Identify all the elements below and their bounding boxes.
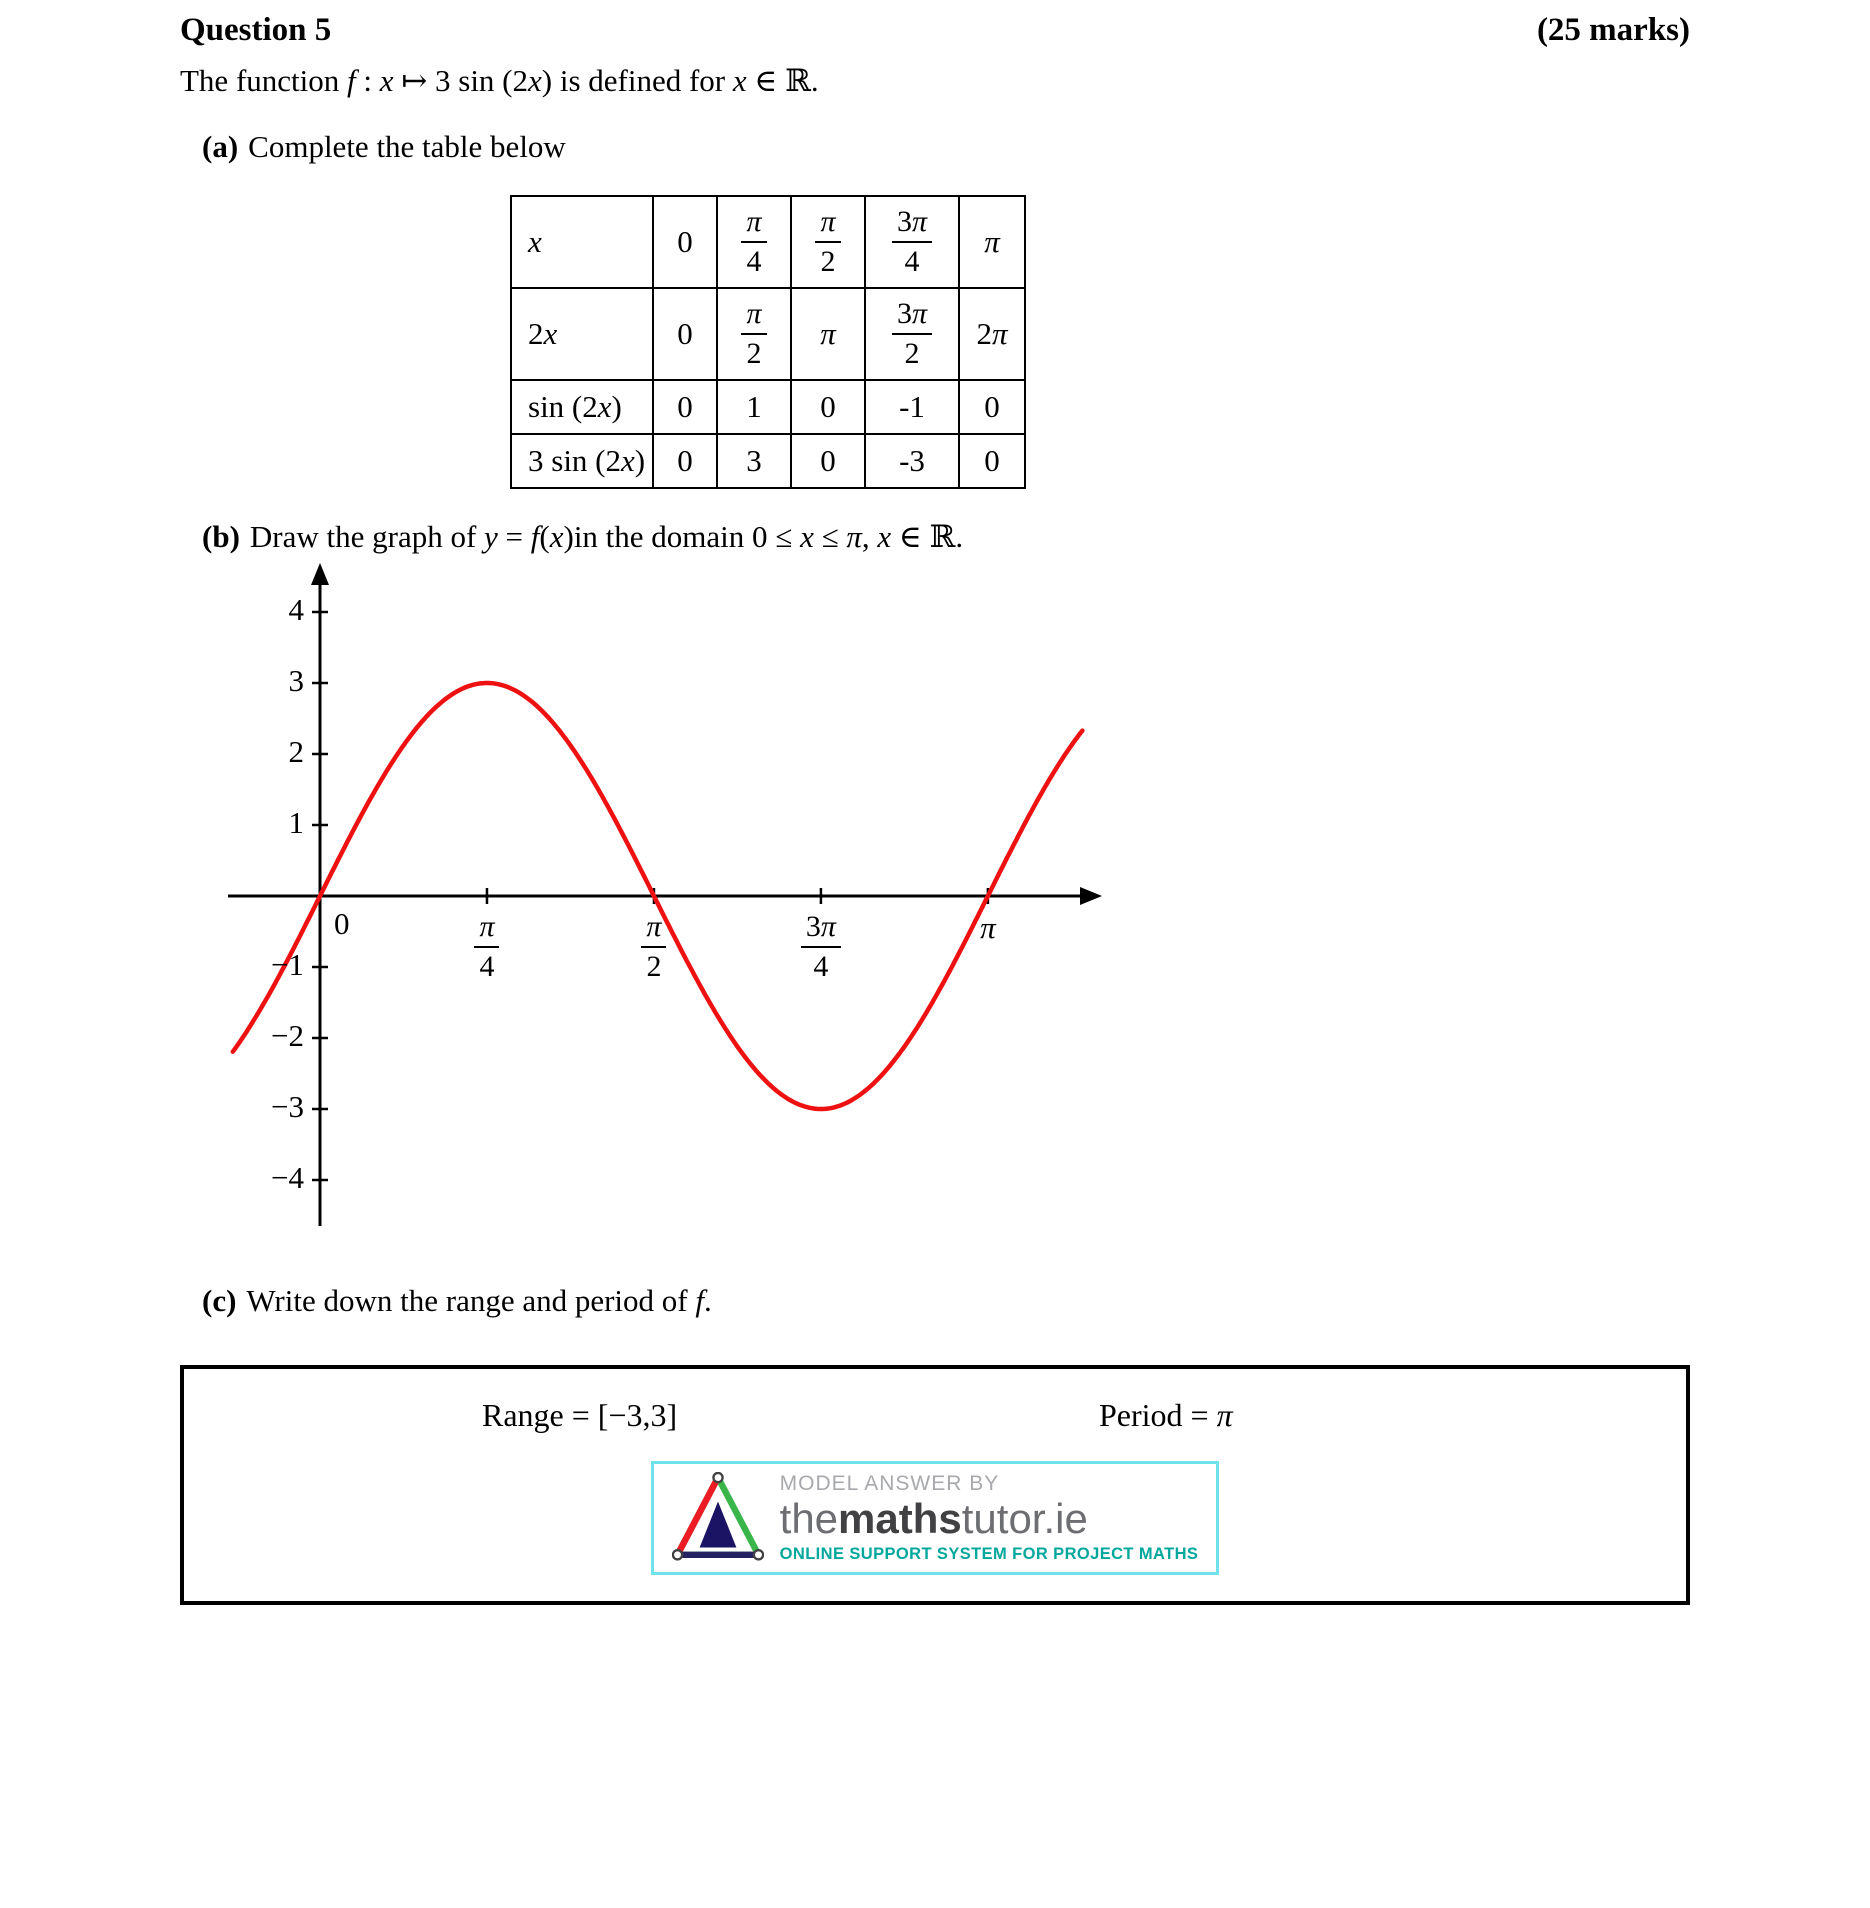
answers-row	[184, 1397, 1686, 1449]
table-row-label: x	[511, 196, 653, 288]
table-cell: π	[959, 196, 1025, 288]
x-tick-label	[594, 910, 714, 984]
logo-brand-the: the	[779, 1495, 839, 1542]
x-tick-label: 0	[334, 906, 350, 941]
y-tick-label: 1	[288, 805, 304, 840]
table-cell: 0	[959, 380, 1025, 434]
table-row	[511, 434, 1025, 488]
table-cell: 0	[653, 434, 717, 488]
table-cell: 0	[791, 434, 865, 488]
table-cell: 0	[653, 380, 717, 434]
table-cell	[865, 196, 959, 288]
graph-canvas	[228, 561, 1133, 1253]
part-c-label: (c)	[202, 1283, 237, 1318]
table-cell: 2π	[959, 288, 1025, 380]
values-table-wrapper	[510, 195, 1690, 489]
table-cell: 0	[791, 380, 865, 434]
logo-kicker: MODEL ANSWER BY	[779, 1472, 1000, 1495]
fraction: $\frac{\pi}{2}$	[741, 297, 766, 371]
fraction: $\frac{3\pi}{2}$	[892, 297, 932, 371]
themathstutor-logo	[651, 1461, 1220, 1575]
table-row	[511, 196, 1025, 288]
table-cell	[791, 196, 865, 288]
part-a-text: Complete the table below	[248, 129, 566, 164]
logo-brand-rest: tutor.ie	[961, 1495, 1088, 1542]
x-tick-label: π	[980, 910, 996, 945]
table-row	[511, 380, 1025, 434]
y-tick-label: 4	[288, 592, 304, 627]
table-cell: π	[791, 288, 865, 380]
fraction: $\frac{3\pi}{4}$	[892, 205, 932, 279]
table-cell: 3	[717, 434, 791, 488]
logo-brand-maths: maths	[838, 1495, 962, 1542]
x-axis-arrow	[1080, 887, 1102, 905]
table-row-label: 3 sin (2x)	[511, 434, 653, 488]
question-title: Question 5	[180, 12, 332, 48]
part-b-heading	[180, 519, 1690, 555]
range-answer: Range = [−3,3]	[482, 1397, 678, 1433]
part-a-heading	[180, 129, 1690, 165]
table-cell: 0	[959, 434, 1025, 488]
themathstutor-logo-icon	[672, 1472, 764, 1564]
values-table	[510, 195, 1026, 489]
table-row-label: 2x	[511, 288, 653, 380]
y-tick-label: −2	[271, 1018, 304, 1053]
part-c-text: Write down the range and period of f.	[246, 1283, 712, 1318]
table-cell: -1	[865, 380, 959, 434]
answer-box	[180, 1365, 1690, 1605]
period-answer: Period = π	[1099, 1397, 1233, 1433]
table-row-label: sin (2x)	[511, 380, 653, 434]
table-cell	[865, 288, 959, 380]
marks-label: (25 marks)	[1536, 12, 1690, 48]
table-cell: 0	[653, 196, 717, 288]
logo-tagline: ONLINE SUPPORT SYSTEM FOR PROJECT MATHS	[779, 1545, 1199, 1564]
y-tick-label: 3	[288, 663, 304, 698]
fraction: $\frac{\pi}{2}$	[641, 910, 666, 984]
question-header	[180, 12, 1690, 49]
part-b-text: Draw the graph of y = f(x)in the domain 0 ≤ x ≤ π, x ∈ ℝ.	[249, 519, 964, 554]
x-tick-label	[761, 910, 881, 984]
part-b-label: (b)	[202, 519, 240, 554]
part-a-label: (a)	[202, 129, 239, 164]
logo-brand	[780, 1496, 1199, 1541]
y-axis-arrow	[311, 563, 329, 585]
logo-container	[184, 1461, 1686, 1575]
part-c-heading	[180, 1283, 1690, 1319]
fraction: $\frac{\pi}{4}$	[741, 205, 766, 279]
x-tick-label	[427, 910, 547, 984]
table-row	[511, 288, 1025, 380]
table-cell: -3	[865, 434, 959, 488]
sine-graph	[228, 561, 1133, 1253]
y-tick-label: −3	[271, 1089, 304, 1124]
fraction: $\frac{\pi}{2}$	[815, 205, 840, 279]
fraction: $\frac{3\pi}{4}$	[801, 910, 841, 984]
fraction: $\frac{\pi}{4}$	[474, 910, 499, 984]
y-tick-label: −4	[271, 1160, 304, 1195]
table-cell: 1	[717, 380, 791, 434]
table-cell: 0	[653, 288, 717, 380]
function-definition: The function f : x ↦ 3 sin (2x) is defined for x ∈ ℝ.	[180, 63, 819, 98]
logo-text	[780, 1472, 1199, 1564]
table-cell	[717, 288, 791, 380]
y-tick-label: 2	[288, 734, 304, 769]
y-tick-label: −1	[271, 947, 304, 982]
table-cell	[717, 196, 791, 288]
